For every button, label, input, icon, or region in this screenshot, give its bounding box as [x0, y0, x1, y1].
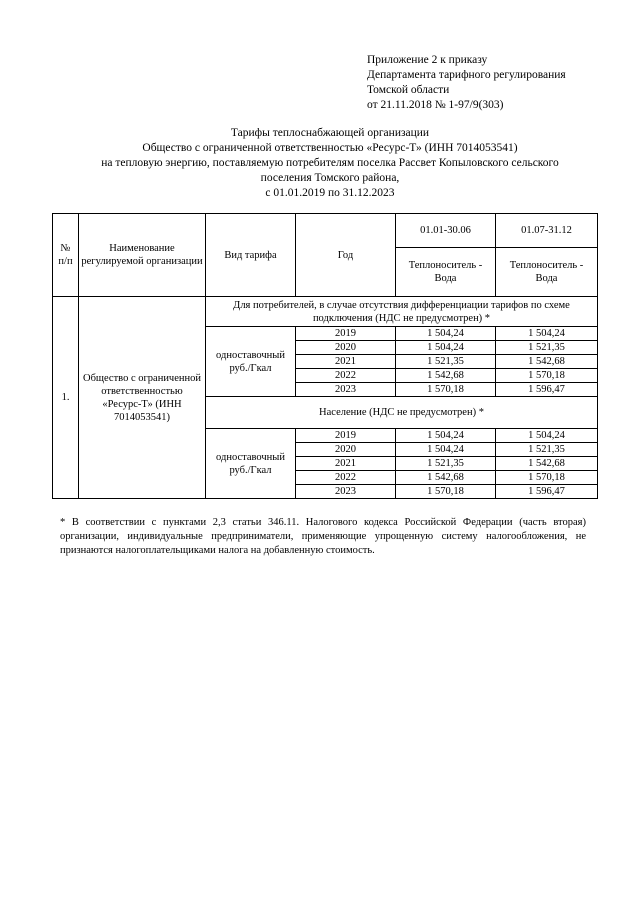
year-cell: 2020 — [296, 341, 396, 355]
value-cell: 1 504,24 — [496, 429, 598, 443]
year-cell: 2021 — [296, 457, 396, 471]
year-cell: 2022 — [296, 369, 396, 383]
footnote: * В соответствии с пунктами 2,3 статьи 346.11. Налогового кодекса Российской Федерации (часть вторая) организации, индивидуальные предприниматели, применяющие упрощенную систему налогообложения, не признаются налогоплательщиками налога на добавленную стоимость. — [60, 517, 586, 556]
group-title-row — [53, 297, 598, 327]
value-cell: 1 570,18 — [396, 485, 496, 499]
title-line: поселения Томского района, — [260, 172, 400, 184]
header-num: № п/п — [53, 214, 79, 297]
header-carrier-2: Теплоноситель - Вода — [496, 248, 598, 297]
tariff-table — [52, 213, 598, 499]
tariff-type: одноставочный руб./Гкал — [206, 429, 296, 499]
value-cell: 1 570,18 — [396, 383, 496, 397]
value-cell: 1 542,68 — [496, 457, 598, 471]
value-cell: 1 570,18 — [496, 369, 598, 383]
value-cell: 1 521,35 — [396, 457, 496, 471]
value-cell: 1 570,18 — [496, 471, 598, 485]
header-row — [53, 214, 598, 248]
title-line: на тепловую энергию, поставляемую потребителям поселка Рассвет Копыловского сельского — [101, 157, 559, 169]
year-cell: 2023 — [296, 383, 396, 397]
value-cell: 1 504,24 — [396, 429, 496, 443]
organization-name: Общество с ограниченной ответственностью «Ресурс-Т» (ИНН 7014053541) — [79, 297, 206, 499]
value-cell: 1 521,35 — [396, 355, 496, 369]
value-cell: 1 504,24 — [496, 327, 598, 341]
value-cell: 1 596,47 — [496, 485, 598, 499]
header-org: Наименование регулируемой организации — [79, 214, 206, 297]
title-line: Тарифы теплоснабжающей организации — [230, 127, 430, 139]
value-cell: 1 542,68 — [496, 355, 598, 369]
title-line: с 01.01.2019 по 31.12.2023 — [265, 187, 395, 199]
year-cell: 2021 — [296, 355, 396, 369]
header-period-1: 01.01-30.06 — [396, 214, 496, 248]
appendix-line: Департамента тарифного регулирования — [367, 69, 566, 81]
document-title — [60, 126, 600, 201]
group-title: Население (НДС не предусмотрен) * — [206, 397, 598, 429]
header-type: Вид тарифа — [206, 214, 296, 297]
header-carrier-1: Теплоноситель - Вода — [396, 248, 496, 297]
value-cell: 1 504,24 — [396, 327, 496, 341]
year-cell: 2019 — [296, 429, 396, 443]
group-title: Для потребителей, в случае отсутствия дифференциации тарифов по схеме подключения (НДС не предусмотрен) * — [206, 297, 598, 327]
title-line: Общество с ограниченной ответственностью «Ресурс-Т» (ИНН 7014053541) — [142, 142, 518, 154]
value-cell: 1 521,35 — [496, 443, 598, 457]
appendix-line: Приложение 2 к приказу — [367, 54, 488, 66]
value-cell: 1 542,68 — [396, 471, 496, 485]
tariff-type: одноставочный руб./Гкал — [206, 327, 296, 397]
header-period-2: 01.07-31.12 — [496, 214, 598, 248]
value-cell: 1 521,35 — [496, 341, 598, 355]
appendix-line: Томской области — [367, 84, 450, 96]
appendix-block — [367, 53, 566, 113]
value-cell: 1 504,24 — [396, 341, 496, 355]
appendix-line: от 21.11.2018 № 1-97/9(303) — [367, 99, 504, 111]
value-cell: 1 504,24 — [396, 443, 496, 457]
year-cell: 2023 — [296, 485, 396, 499]
value-cell: 1 596,47 — [496, 383, 598, 397]
row-number: 1. — [53, 297, 79, 499]
year-cell: 2020 — [296, 443, 396, 457]
value-cell: 1 542,68 — [396, 369, 496, 383]
year-cell: 2022 — [296, 471, 396, 485]
header-year: Год — [296, 214, 396, 297]
year-cell: 2019 — [296, 327, 396, 341]
